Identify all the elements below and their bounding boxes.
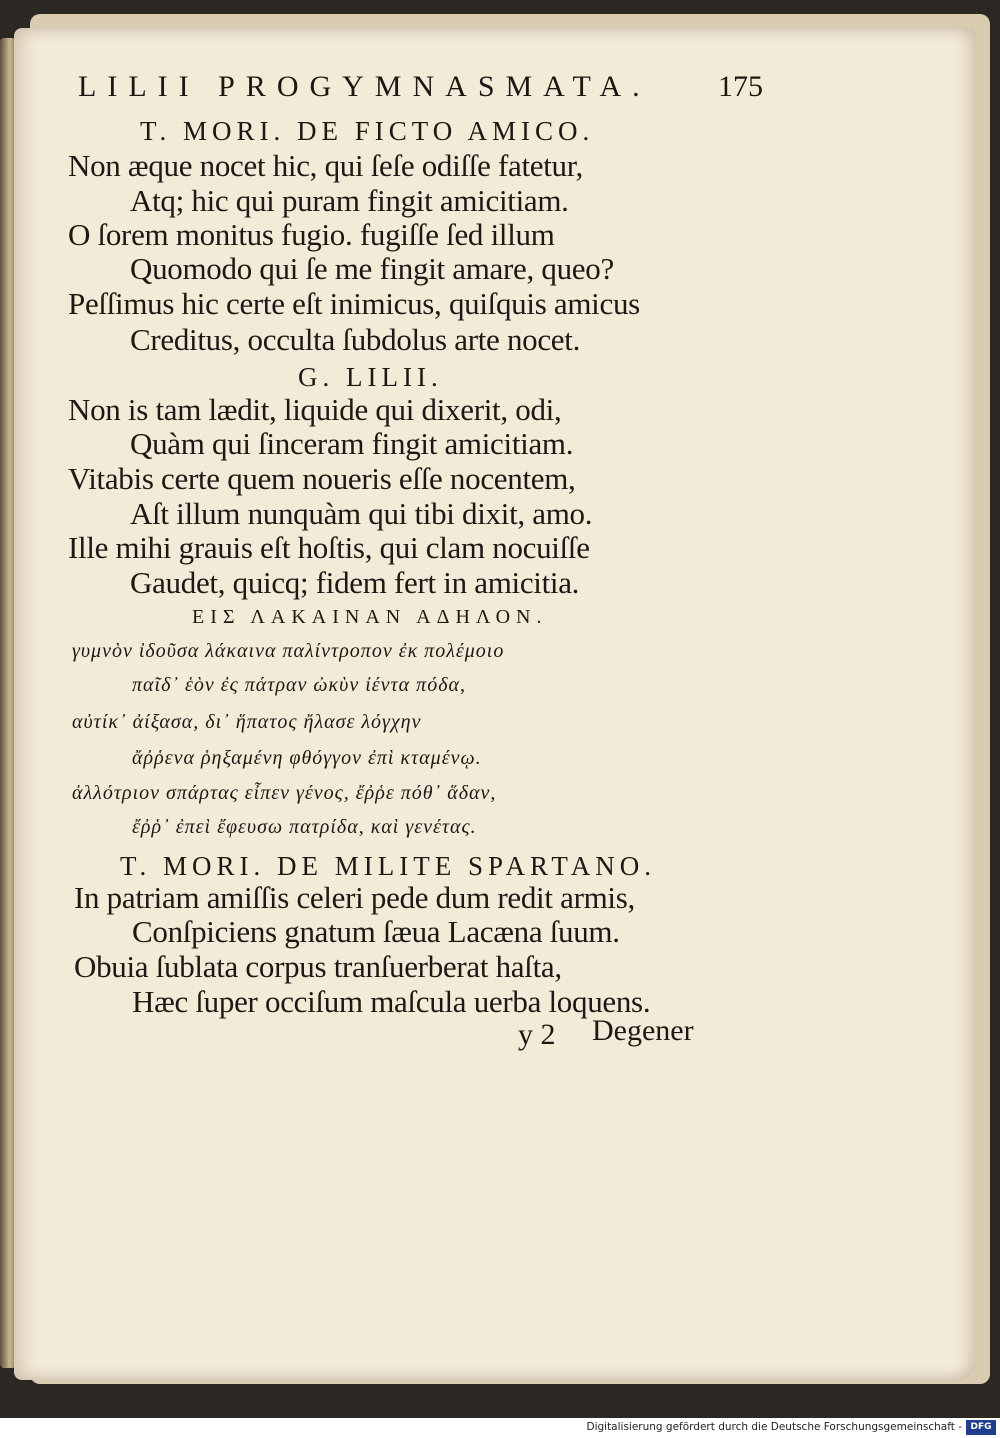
verse-line: Non æque nocet hic, qui ſeſe odiſſe fatetur,	[68, 148, 583, 183]
verse-line: Gaudet, quicq; fidem fert in amicitia.	[130, 565, 580, 600]
verse-line: Aſt illum nunquàm qui tibi dixit, amo.	[130, 496, 593, 531]
greek-line: ἀλλότριον σπάρτας εἶπεν γένος, ἔῤῥε πόθ᾽ ἅδαν,	[72, 782, 497, 804]
verse-line: Vitabis certe quem noueris eſſe nocentem,	[68, 461, 576, 496]
greek-line: αὐτίκ᾽ ἀίξασα, δι᾽ ἥπατος ἤλασε λόγχην	[72, 711, 422, 733]
greek-line: γυμνὸν ἰδοῦσα λάκαινα παλίντροπον ἐκ πολέμοιο	[72, 640, 505, 662]
verse-line: Creditus, occulta ſubdolus arte nocet.	[130, 322, 581, 357]
verse-line: Quomodo qui ſe me fingit amare, queo?	[130, 251, 614, 286]
verse-line: Quàm qui ſinceram fingit amicitiam.	[130, 426, 574, 461]
verse-line: Ille mihi grauis eſt hoſtis, qui clam nocuiſſe	[68, 530, 590, 565]
section-heading: T. MORI. DE MILITE SPARTANO.	[120, 851, 656, 881]
verse-line: In patriam amiſſis celeri pede dum redit armis,	[74, 880, 635, 915]
greek-line: παῖδ᾽ ἑὸν ἐς πάτραν ὠκὺν ἰέντα πόδα,	[132, 674, 466, 696]
verse-line: Peſſimus hic certe eſt inimicus, quiſquis amicus	[68, 286, 640, 321]
running-head	[78, 70, 798, 110]
verse-line: Conſpiciens gnatum ſæua Lacæna ſuum.	[132, 914, 620, 949]
running-title: LILII PROGYMNASMATA.	[78, 70, 651, 103]
catchword: Degener	[592, 1014, 694, 1047]
bleed-through	[644, 118, 944, 1018]
verse-line: Hæc ſuper occiſum maſcula uerba loquens.	[132, 984, 651, 1019]
digitization-footer	[0, 1418, 1000, 1438]
verse-line: Obuia ſublata corpus tranſuerberat haſta,	[74, 949, 562, 984]
section-heading: G. LILII.	[298, 362, 443, 392]
verse-line: Atq; hic qui puram fingit amicitiam.	[130, 183, 569, 218]
section-heading: T. MORI. DE FICTO AMICO.	[140, 116, 595, 146]
greek-line: ἔῤῥ᾽ ἐπεὶ ἔφευσω πατρίδα, καὶ γενέτας.	[132, 816, 477, 838]
page-number: 175	[718, 70, 763, 103]
verse-line: O ſorem monitus fugio. fugiſſe ſed illum	[68, 217, 555, 252]
signature-mark: y 2	[518, 1018, 556, 1051]
greek-line: ἄῤῥενα ῥηξαμένη φθόγγον ἐπὶ κταμένῳ.	[132, 747, 482, 769]
footer-credit: Digitalisierung gefördert durch die Deutsche Forschungsgemeinschaft -	[586, 1421, 962, 1433]
dfg-logo: DFG	[966, 1420, 996, 1435]
greek-heading: ΕΙΣ ΛΑΚΑΙΝΑΝ ΑΔΗΛΟΝ.	[192, 606, 548, 628]
verse-line: Non is tam lædit, liquide qui dixerit, odi,	[68, 392, 562, 427]
